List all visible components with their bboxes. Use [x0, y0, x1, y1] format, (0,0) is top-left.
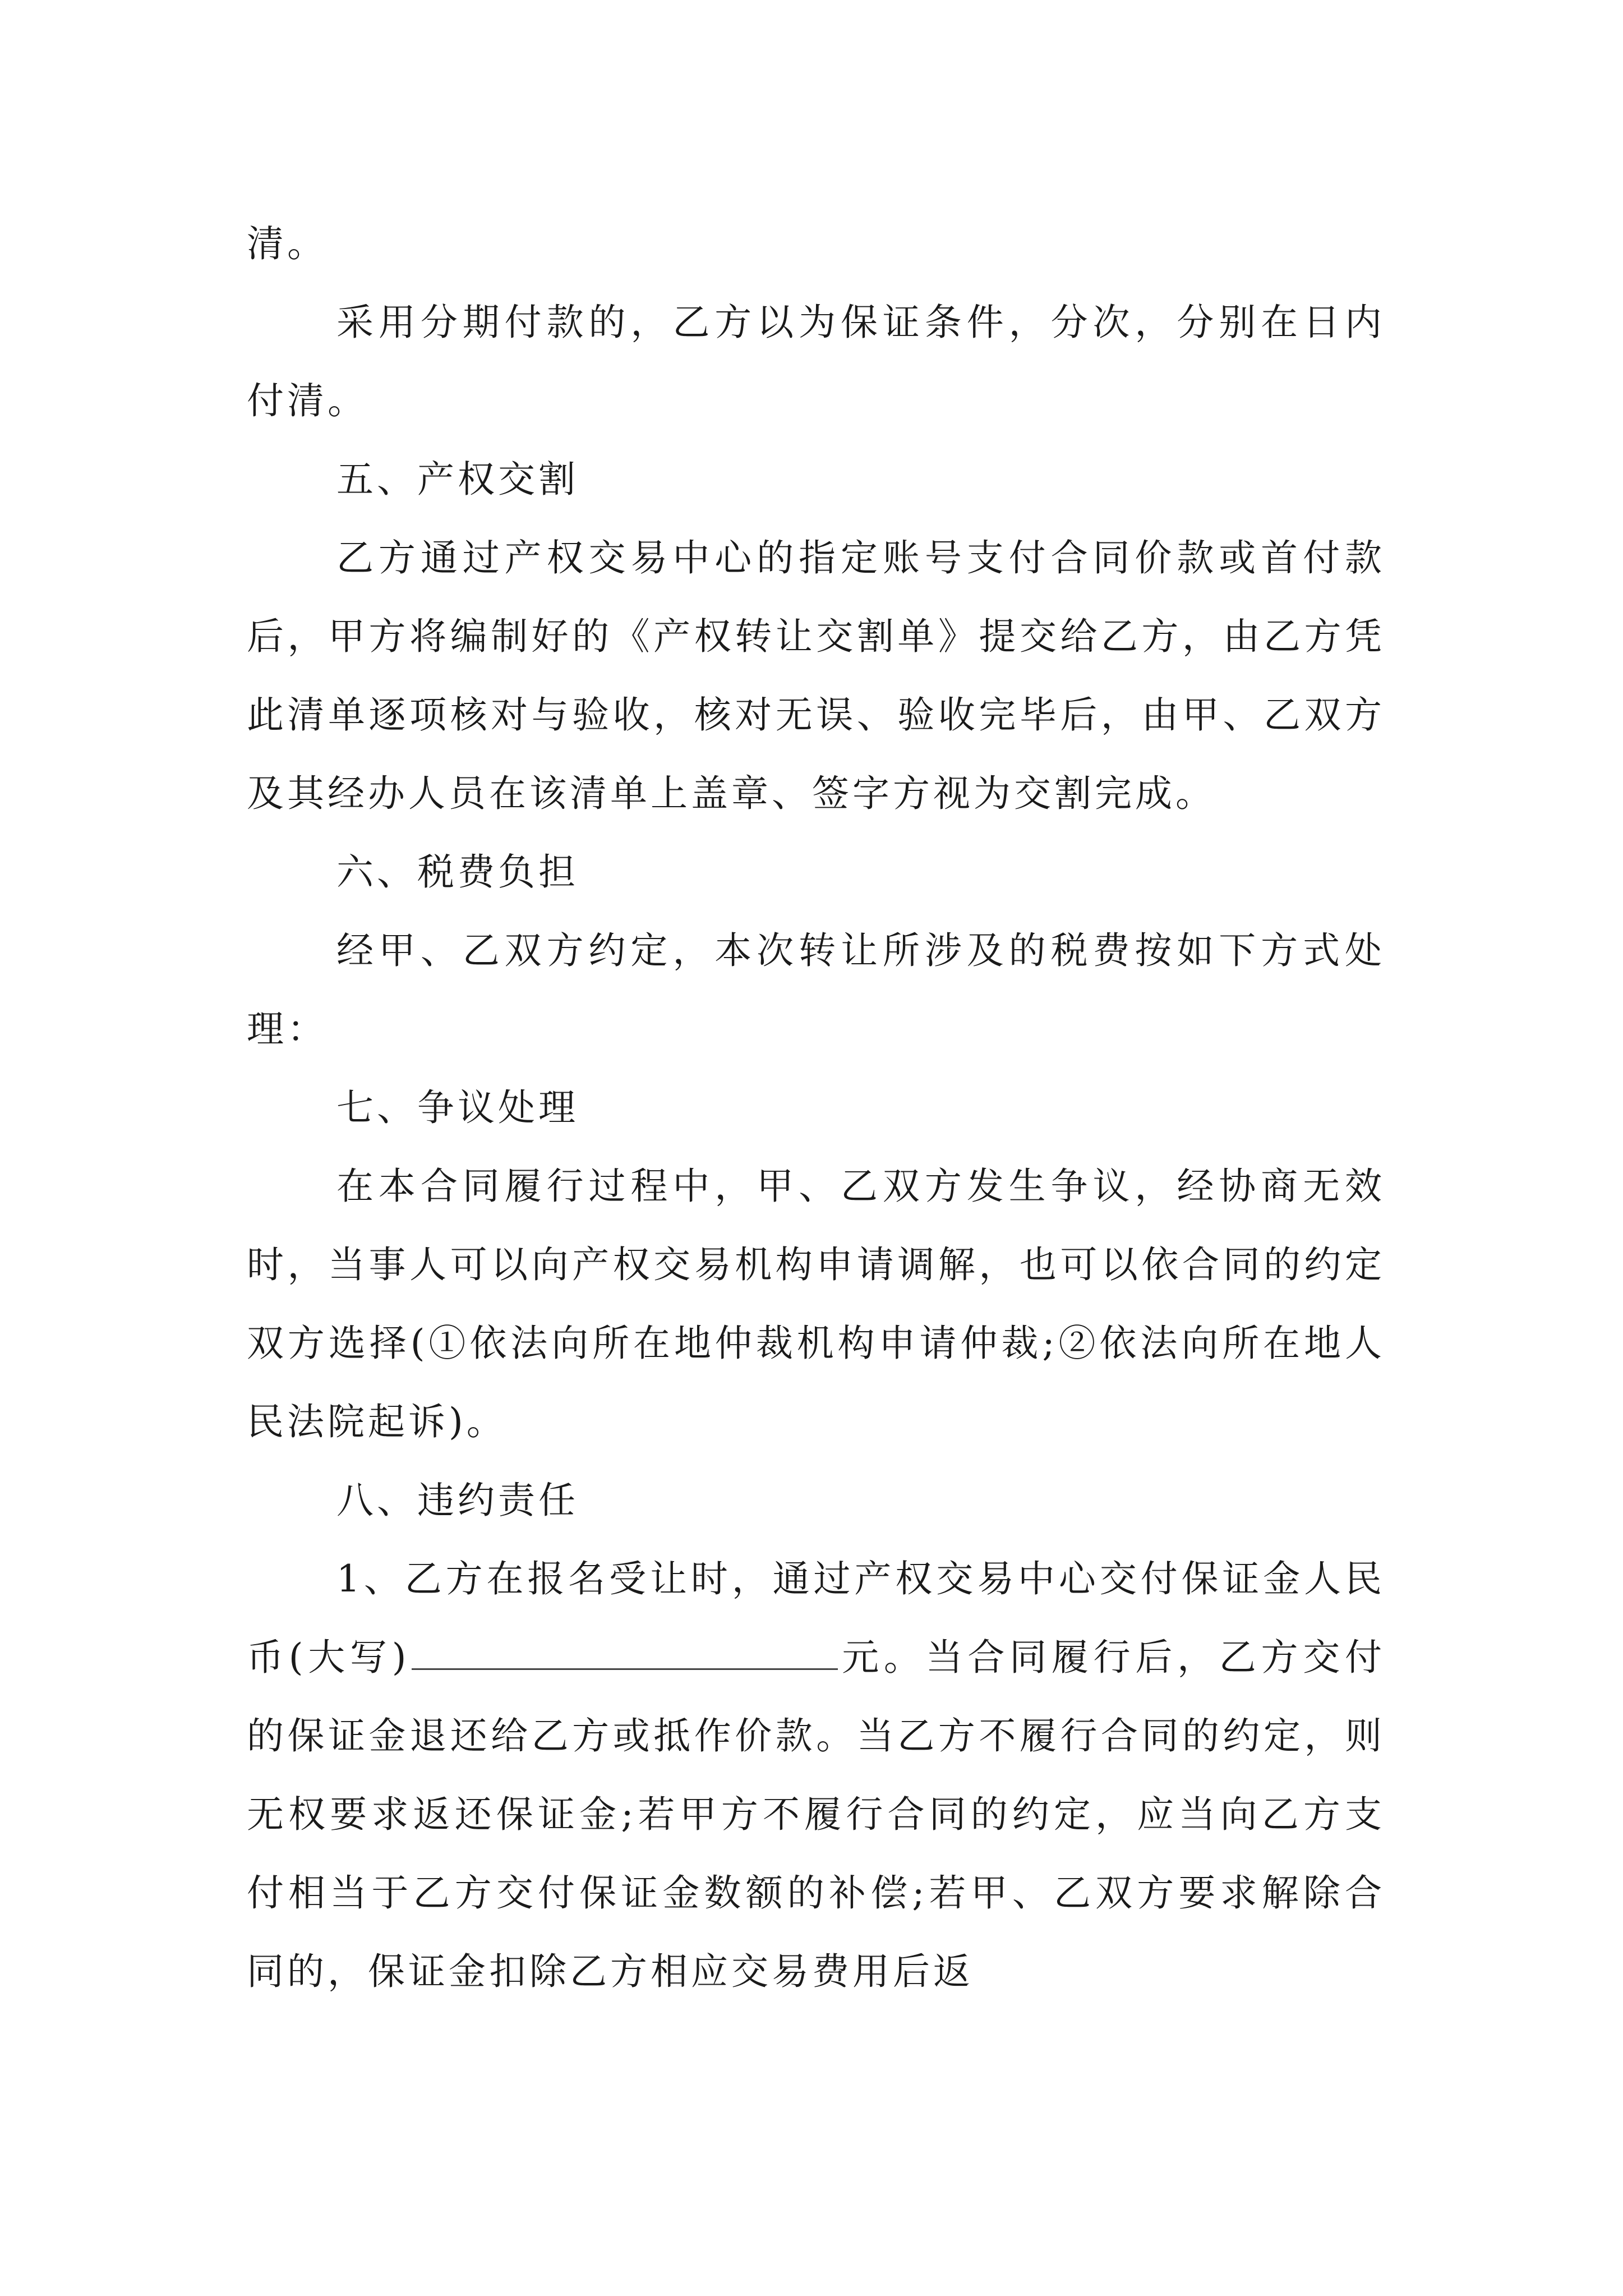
clause-1-text-before-blank: 1、乙方在报名受让时，通过产权交易中心交付保证金人民币(大写): [247, 1557, 1385, 1679]
section-5-heading: 五、产权交割: [336, 458, 579, 501]
clause-1-text-after-blank: 元。当合同履行后，乙方交付的保证金退还给乙方或抵作价款。当乙方不履行合同的约定，则无权要求返还保证金;若甲方不履行合同的约定，应当向乙方支付相当于乙方交付保证金数额的补偿;若甲、乙双方要求解除合同的，保证金扣除乙方相应交易费用后返: [247, 1636, 1386, 1993]
section-5-body: 乙方通过产权交易中心的指定账号支付合同价款或首付款后，甲方将编制好的《产权转让交割单》提交给乙方，由乙方凭此清单逐项核对与验收，核对无误、验收完毕后，由甲、乙双方及其经办人员在该清单上盖章、签字方视为交割完成。: [247, 536, 1385, 815]
section-6-heading: 六、税费负担: [336, 850, 579, 894]
section-7-body: 在本合同履行过程中，甲、乙双方发生争议，经协商无效时，当事人可以向产权交易机构申请调解，也可以依合同的约定双方选择(①依法向所在地仲裁机构申请仲裁;②依法向所在地人民法院起诉)。: [247, 1165, 1385, 1443]
section-8-clause-1: [247, 1540, 1385, 2011]
paragraph-continuation: 清。: [247, 222, 328, 265]
section-8-heading: 八、违约责任: [336, 1479, 579, 1522]
paragraph-installment-payment: 采用分期付款的，乙方以为保证条件，分次，分别在日内付清。: [247, 301, 1385, 422]
document-body: [247, 205, 1385, 2011]
section-6-body: 经甲、乙双方约定，本次转让所涉及的税费按如下方式处理：: [247, 929, 1385, 1051]
section-7-heading: 七、争议处理: [336, 1086, 579, 1129]
deposit-amount-blank-field[interactable]: [412, 1634, 838, 1670]
